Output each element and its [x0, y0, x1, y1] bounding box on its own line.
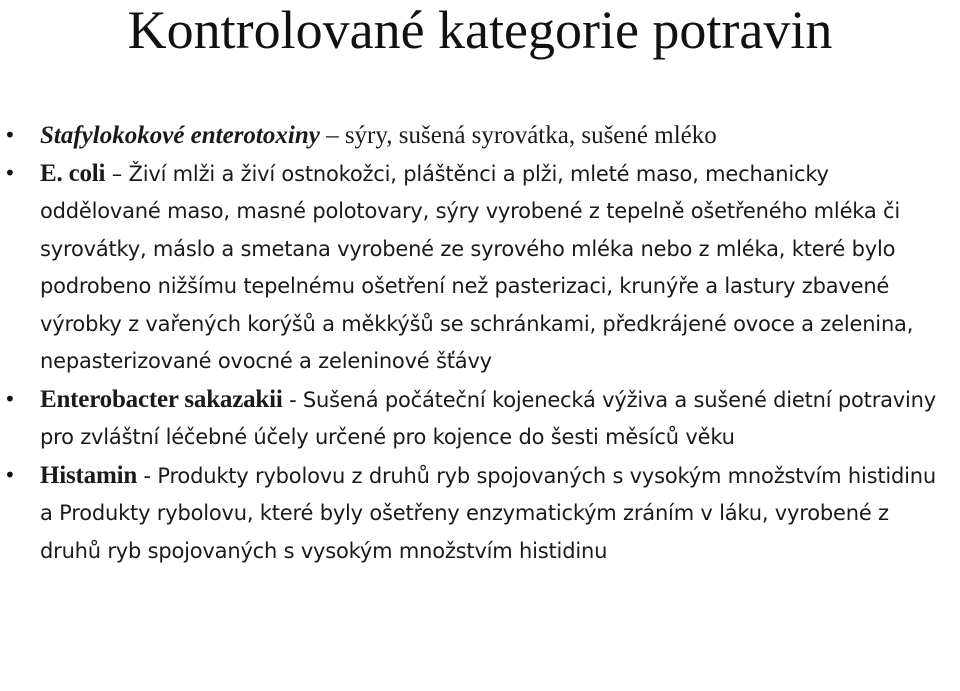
bullet-lead: Enterobacter sakazakii: [40, 385, 283, 413]
slide-title: Kontrolované kategorie potravin: [127, 0, 833, 60]
bullet-marker: •: [4, 160, 16, 185]
bullet-text: – sýry, sušená syrovátka, sušené mléko: [319, 122, 717, 149]
bullet-marker: •: [4, 462, 16, 487]
bullet-text: - Produkty rybolovu z druhů ryb spojovaných s vysokým množstvím histidinu a Produkty rybolovu, které byly ošetřeny enzymatickým zráním v láku, vyrobené z druhů ryb spojovaných s vysokým množstvím histidinu: [40, 463, 937, 563]
bullet-lead: E. coli: [40, 159, 106, 187]
bullet-staphylococcal-enterotoxins: [0, 117, 960, 155]
bullet-marker: •: [4, 123, 16, 147]
bullet-histamine: [0, 457, 960, 571]
bullet-list: [0, 117, 960, 570]
bullet-lead: Histamin: [40, 461, 138, 489]
bullet-e-coli: [0, 155, 960, 381]
bullet-enterobacter-sakazakii: [0, 381, 960, 457]
bullet-lead: Stafylokokové enterotoxiny: [40, 122, 320, 149]
bullet-text: – Živí mlži a živí ostnokožci, pláštěnci a plži, mleté maso, mechanicky oddělované maso, masné polotovary, sýry vyrobené z tepelně ošetřeného mléka či syrovátky, máslo a smetana vyrobené ze syrového mléka nebo z mléka, které bylo podrobeno nižšímu tepelnému ošetření než pasterizaci, krunýře a lastury zbavené výrobky z vařených korýšů a měkkýšů se schránkami, předkrájené ovoce a zelenina, nepasterizované ovocné a zeleninové šťávy: [40, 161, 914, 373]
bullet-marker: •: [4, 386, 16, 411]
bullet-text: - Sušená počáteční kojenecká výživa a sušené dietní potraviny pro zvláštní léčebné účely určené pro kojence do šesti měsíců věku: [40, 387, 937, 449]
